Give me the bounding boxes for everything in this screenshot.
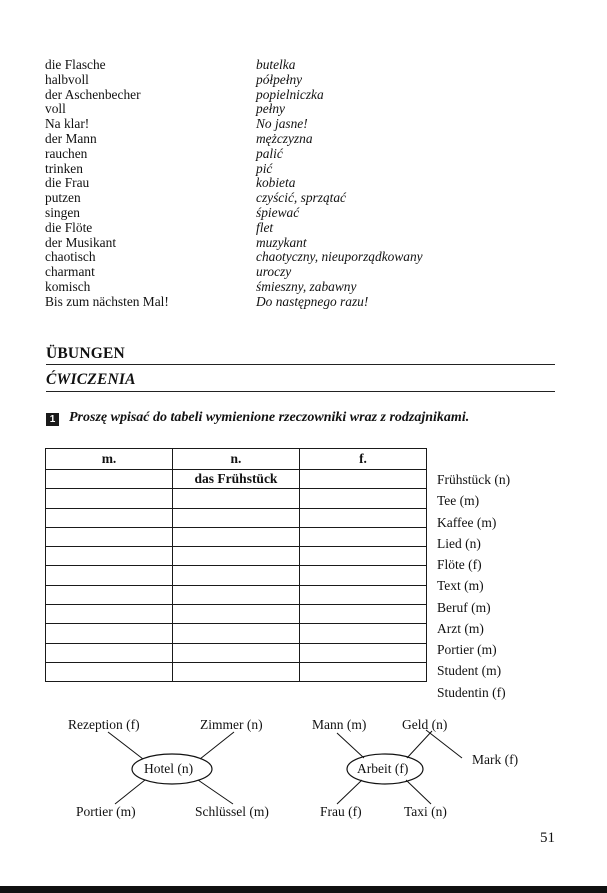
vocab-row: [45, 295, 565, 310]
table-cell[interactable]: [173, 489, 300, 508]
table-header-row: [46, 449, 427, 470]
vocab-german: singen: [45, 204, 80, 220]
gender-table: [45, 448, 427, 682]
exercise-number-badge: 1: [46, 413, 59, 426]
vocab-row: [45, 162, 565, 177]
vocab-row: [45, 132, 565, 147]
label-rezeption: Rezeption (f): [68, 717, 140, 732]
vocab-row: [45, 236, 565, 251]
label-portier: Portier (m): [76, 804, 136, 819]
page-number: 51: [540, 830, 555, 846]
vocab-row: [45, 88, 565, 103]
vocab-row: [45, 265, 565, 280]
header-neuter: n.: [173, 449, 300, 470]
table-cell[interactable]: [173, 585, 300, 604]
noun-item: Kaffee (m): [437, 514, 497, 530]
vocab-row: [45, 73, 565, 88]
table-cell[interactable]: [46, 489, 173, 508]
label-arbeit: Arbeit (f): [357, 761, 409, 776]
noun-item: Lied (n): [437, 535, 481, 551]
noun-item: Tee (m): [437, 493, 480, 509]
label-geld: Geld (n): [402, 717, 448, 732]
vocab-row: [45, 191, 565, 206]
table-cell[interactable]: [173, 547, 300, 566]
vocab-polish: pełny: [256, 101, 285, 117]
vocab-german: der Aschenbecher: [45, 86, 141, 102]
vocab-polish: Do następnego razu!: [256, 293, 369, 309]
vocab-polish: śmieszny, zabawny: [256, 278, 357, 294]
table-cell[interactable]: [173, 662, 300, 681]
noun-item: Frühstück (n): [437, 472, 511, 487]
vocab-row: [45, 221, 565, 236]
vocab-german: Na klar!: [45, 116, 90, 132]
table-cell[interactable]: [300, 508, 427, 527]
arbeit-line-right: [426, 730, 462, 758]
header-feminine: f.: [300, 449, 427, 470]
hotel-line-top-right: [200, 732, 234, 759]
vocab-row: [45, 250, 565, 265]
table-cell[interactable]: [46, 508, 173, 527]
table-row: [46, 527, 427, 546]
vocab-polish: pić: [256, 160, 273, 176]
hotel-line-top-left: [108, 732, 143, 759]
label-schluessel: Schlüssel (m): [195, 804, 269, 819]
vocab-polish: butelka: [256, 57, 296, 72]
section-divider: [46, 364, 555, 365]
table-row: [46, 605, 427, 624]
vocab-german: Bis zum nächsten Mal!: [45, 293, 169, 309]
label-mark: Mark (f): [472, 752, 519, 767]
vocab-row: [45, 206, 565, 221]
section-divider-2: [46, 391, 555, 392]
vocab-german: halbvoll: [45, 71, 89, 87]
vocab-polish: śpiewać: [256, 204, 300, 220]
table-cell[interactable]: [300, 527, 427, 546]
vocab-polish: kobieta: [256, 175, 296, 191]
table-cell[interactable]: [300, 489, 427, 508]
table-row: [46, 547, 427, 566]
vocab-row: [45, 280, 565, 295]
noun-list: [437, 469, 510, 703]
vocab-german: die Flasche: [45, 57, 106, 72]
arbeit-line-top-right: [407, 731, 432, 758]
word-diagrams: [0, 700, 607, 840]
table-cell[interactable]: [173, 508, 300, 527]
table-row: [46, 624, 427, 643]
label-mann: Mann (m): [312, 717, 367, 732]
bottom-edge-bar: [0, 886, 607, 893]
vocab-german: der Musikant: [45, 234, 117, 250]
vocab-german: charmant: [45, 264, 95, 280]
vocab-row: [45, 176, 565, 191]
noun-item: Flöte (f): [437, 557, 482, 572]
table-cell[interactable]: [46, 547, 173, 566]
table-row: [46, 585, 427, 604]
table-cell[interactable]: [46, 643, 173, 662]
label-zimmer: Zimmer (n): [200, 717, 263, 732]
table-row: [46, 662, 427, 681]
hotel-line-bottom-right: [198, 780, 233, 804]
noun-item: Portier (m): [437, 642, 497, 657]
arbeit-line-bottom-left: [337, 780, 362, 804]
vocab-row: [45, 58, 565, 73]
table-row: [46, 489, 427, 508]
table-cell[interactable]: [300, 566, 427, 585]
table-row: [46, 566, 427, 585]
table-cell[interactable]: [46, 585, 173, 604]
vocab-german: die Flöte: [45, 219, 93, 235]
vocab-german: voll: [45, 101, 66, 117]
vocab-row: [45, 147, 565, 162]
vocab-polish: czyścić, sprzątać: [256, 190, 346, 206]
label-hotel: Hotel (n): [144, 761, 194, 776]
vocab-polish: popielniczka: [256, 86, 324, 102]
label-taxi: Taxi (n): [404, 804, 447, 819]
vocab-polish: No jasne!: [256, 116, 308, 132]
noun-item: Text (m): [437, 578, 484, 594]
table-cell[interactable]: [300, 470, 427, 489]
arbeit-line-bottom-right: [406, 780, 431, 804]
table-cell[interactable]: [173, 643, 300, 662]
label-frau: Frau (f): [320, 804, 362, 819]
table-cell[interactable]: [46, 662, 173, 681]
vocab-german: putzen: [45, 190, 81, 206]
vocab-german: chaotisch: [45, 249, 96, 265]
header-masculine: m.: [46, 449, 173, 470]
table-cell[interactable]: [300, 605, 427, 624]
table-cell[interactable]: [300, 624, 427, 643]
vocab-polish: flet: [256, 219, 274, 235]
table-cell[interactable]: [300, 662, 427, 681]
table-cell[interactable]: [173, 605, 300, 624]
table-cell[interactable]: [300, 585, 427, 604]
table-cell[interactable]: [300, 547, 427, 566]
table-cell[interactable]: das Frühstück: [173, 470, 300, 489]
noun-item: Student (m): [437, 663, 502, 679]
table-row: [46, 508, 427, 527]
vocab-polish: mężczyzna: [256, 130, 313, 146]
table-cell[interactable]: [300, 643, 427, 662]
vocab-german: komisch: [45, 278, 91, 294]
table-cell[interactable]: [46, 605, 173, 624]
table-cell[interactable]: [173, 527, 300, 546]
section-title-german: ÜBUNGEN: [46, 345, 125, 362]
table-cell[interactable]: [46, 470, 173, 489]
table-row: [46, 470, 427, 489]
table-cell[interactable]: [46, 566, 173, 585]
vocab-polish: chaotyczny, nieuporządkowany: [256, 249, 423, 265]
vocab-row: [45, 102, 565, 117]
vocab-german: trinken: [45, 160, 83, 176]
vocab-polish: muzykant: [256, 234, 307, 250]
vocab-polish: palić: [256, 145, 283, 161]
vocab-row: [45, 117, 565, 132]
table-cell[interactable]: [46, 624, 173, 643]
noun-item: Beruf (m): [437, 599, 491, 615]
noun-item: Arzt (m): [437, 620, 484, 636]
table-cell[interactable]: [173, 566, 300, 585]
arbeit-line-top-left: [337, 733, 364, 758]
exercise-instruction: Proszę wpisać do tabeli wymienione rzeczowniki wraz z rodzajnikami.: [69, 410, 470, 425]
table-cell[interactable]: [46, 527, 173, 546]
section-title-polish: ĆWICZENIA: [46, 371, 136, 388]
vocab-german: der Mann: [45, 130, 97, 146]
vocab-german: die Frau: [45, 175, 90, 191]
noun-item: Studentin (f): [437, 684, 506, 700]
vocab-polish: uroczy: [256, 264, 292, 280]
table-cell[interactable]: [173, 624, 300, 643]
vocabulary-list: [45, 58, 565, 310]
hotel-line-bottom-left: [115, 780, 145, 804]
vocab-german: rauchen: [45, 145, 88, 161]
vocab-polish: półpełny: [256, 71, 303, 87]
table-row: [46, 643, 427, 662]
